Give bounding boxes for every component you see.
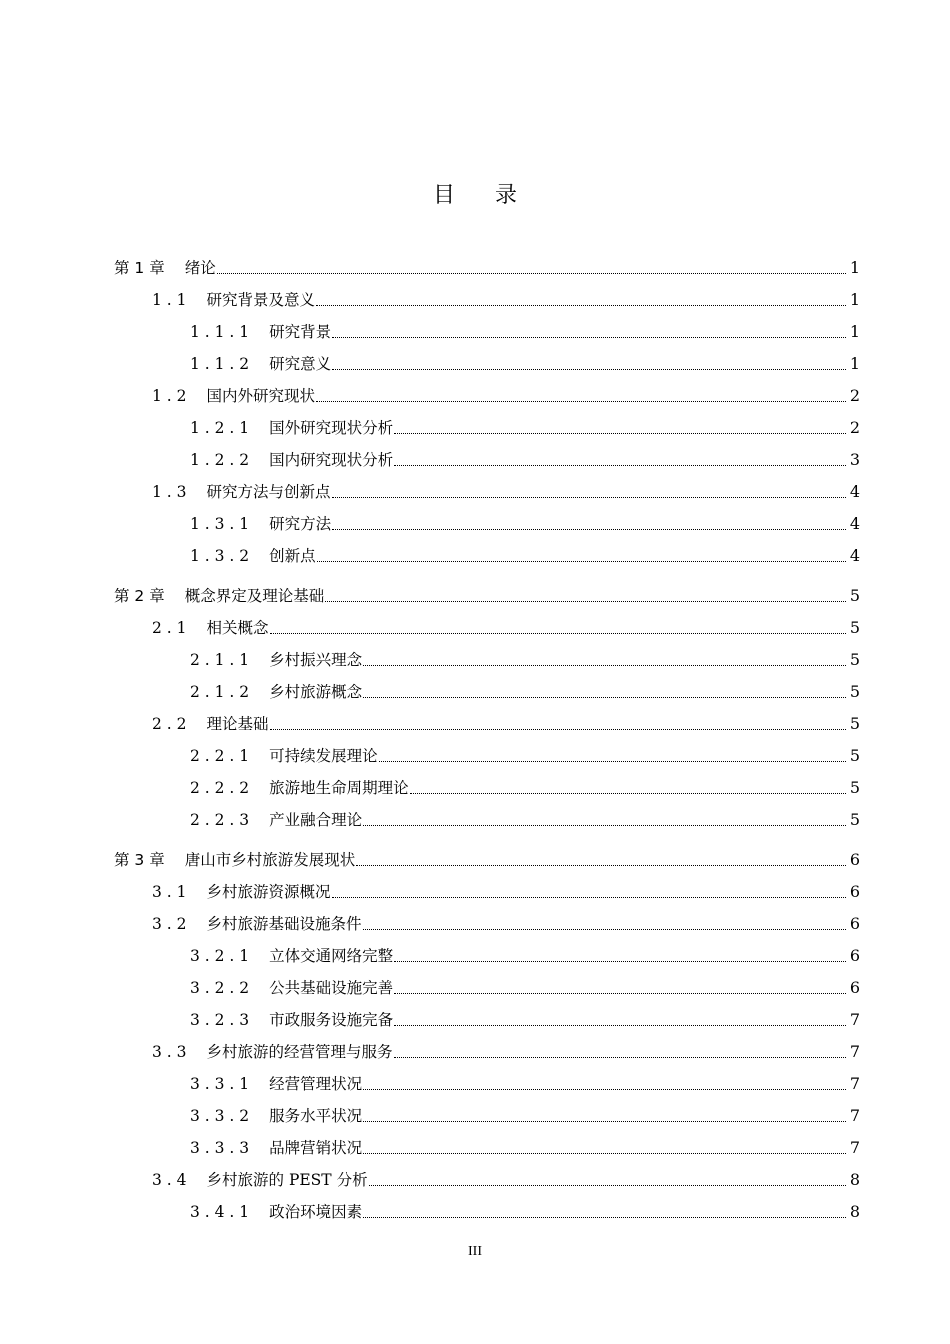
toc-entry-label <box>190 450 393 470</box>
dot-leader <box>332 509 846 530</box>
toc-entry[interactable] <box>0 998 950 1030</box>
toc-entry[interactable] <box>0 766 950 798</box>
toc-entry-label <box>190 682 362 702</box>
dot-leader <box>363 1101 846 1122</box>
toc-entry-label <box>190 650 362 670</box>
toc-entry[interactable] <box>0 1030 950 1062</box>
toc-entry-label <box>114 850 355 870</box>
dot-leader <box>363 1069 846 1090</box>
toc-entry-number: 1 . 2 . 1 <box>190 419 250 437</box>
toc-entry-page: 6 <box>849 850 860 869</box>
toc-entry-text: 研究背景及意义 <box>206 291 316 309</box>
toc-entry-number: 3 . 4 . 1 <box>190 1203 250 1221</box>
page-number: III <box>468 1244 482 1259</box>
toc-entry-number: 3 . 2 . 3 <box>190 1011 250 1029</box>
toc-entry-number: 第 1 章 <box>114 259 165 277</box>
toc-entry[interactable] <box>0 1126 950 1158</box>
dot-leader <box>394 1005 846 1026</box>
toc-entry-page: 4 <box>849 546 860 565</box>
toc-entry-number: 3 . 2 <box>152 915 187 933</box>
toc-entry-number: 2 . 2 . 1 <box>190 747 250 765</box>
toc-entry-text: 立体交通网络完整 <box>269 947 394 965</box>
toc-entry-number: 1 . 1 <box>152 291 187 309</box>
toc-entry-text: 服务水平状况 <box>269 1107 363 1125</box>
toc-entry-text: 创新点 <box>269 547 316 565</box>
toc-entry-number: 2 . 1 <box>152 619 187 637</box>
toc-entry-number: 3 . 1 <box>152 883 187 901</box>
toc-entry-label <box>190 1010 393 1030</box>
toc-entry-text: 乡村旅游概念 <box>269 683 363 701</box>
toc-entry-number: 3 . 4 <box>152 1171 187 1189</box>
toc-entry-number: 第 2 章 <box>114 587 165 605</box>
dot-leader <box>369 1165 846 1186</box>
dot-leader <box>325 581 846 602</box>
toc-entry-page: 2 <box>849 418 860 437</box>
toc-entry-label <box>190 418 393 438</box>
toc-entry-label <box>114 258 216 278</box>
toc-entry-page: 8 <box>849 1202 860 1221</box>
toc-entry[interactable] <box>0 502 950 534</box>
toc-entry-page: 5 <box>849 714 860 733</box>
dot-leader <box>270 709 846 730</box>
toc-entry-text: 旅游地生命周期理论 <box>269 779 409 797</box>
toc-entry-number: 1 . 1 . 2 <box>190 355 250 373</box>
toc-entry-page: 7 <box>849 1106 860 1125</box>
toc-entry[interactable] <box>0 438 950 470</box>
toc-entry-page: 5 <box>849 650 860 669</box>
toc-entry-text: 品牌营销状况 <box>269 1139 363 1157</box>
toc-entry-number: 1 . 3 . 2 <box>190 547 250 565</box>
dot-leader <box>394 973 846 994</box>
dot-leader <box>410 773 846 794</box>
toc-entry-text: 乡村旅游基础设施条件 <box>206 915 362 933</box>
dot-leader <box>379 741 846 762</box>
toc-entry[interactable] <box>0 670 950 702</box>
toc-entry-label <box>190 1202 362 1222</box>
dot-leader <box>332 349 846 370</box>
dot-leader <box>332 317 846 338</box>
toc-entry-text: 研究意义 <box>269 355 332 373</box>
toc-entry[interactable] <box>0 374 950 406</box>
dot-leader <box>217 253 846 274</box>
toc-entry-label <box>190 1074 362 1094</box>
toc-entry-label <box>190 978 393 998</box>
dot-leader <box>270 613 846 634</box>
toc-entry-page: 5 <box>849 778 860 797</box>
toc-entry[interactable] <box>0 534 950 566</box>
toc-entry-number: 1 . 3 . 1 <box>190 515 250 533</box>
toc-entry-number: 2 . 1 . 2 <box>190 683 250 701</box>
toc-entry-number: 3 . 3 . 3 <box>190 1139 250 1157</box>
dot-leader <box>363 805 846 826</box>
toc-entry-number: 1 . 2 <box>152 387 187 405</box>
dot-leader <box>316 285 846 306</box>
toc-entry-text: 唐山市乡村旅游发展现状 <box>184 851 356 869</box>
toc-entry-text: 研究背景 <box>269 323 332 341</box>
toc-entry-text: 乡村振兴理念 <box>269 651 363 669</box>
dot-leader <box>363 1133 846 1154</box>
toc-entry[interactable] <box>0 870 950 902</box>
dot-leader <box>316 381 846 402</box>
toc-entry-label <box>152 914 362 934</box>
toc-entry-number: 3 . 3 <box>152 1043 187 1061</box>
toc-entry-number: 2 . 1 . 1 <box>190 651 250 669</box>
toc-entry-page: 2 <box>849 386 860 405</box>
toc-entry-page: 6 <box>849 978 860 997</box>
toc-entry-label <box>190 746 378 766</box>
toc-entry-text: 市政服务设施完备 <box>269 1011 394 1029</box>
toc-entry-label <box>190 546 316 566</box>
toc-entry-label <box>190 810 362 830</box>
toc-entry-text: 国内外研究现状 <box>206 387 316 405</box>
toc-entry-page: 5 <box>849 586 860 605</box>
page-title: 目录 <box>432 183 557 208</box>
toc-entry-text: 研究方法与创新点 <box>206 483 331 501</box>
toc-entry-page: 5 <box>849 746 860 765</box>
toc-entry-page: 6 <box>849 946 860 965</box>
toc-entry-text: 研究方法 <box>269 515 332 533</box>
toc-entry-number: 2 . 2 <box>152 715 187 733</box>
dot-leader <box>394 445 846 466</box>
toc-entry[interactable] <box>0 606 950 638</box>
toc-entry-page: 4 <box>849 514 860 533</box>
dot-leader <box>363 1197 846 1218</box>
toc-entry-number: 1 . 3 <box>152 483 187 501</box>
dot-leader <box>317 541 846 562</box>
toc-entry-page: 7 <box>849 1074 860 1093</box>
toc-entry-page: 1 <box>849 354 860 373</box>
toc-entry-page: 5 <box>849 810 860 829</box>
toc-entry[interactable] <box>0 838 950 870</box>
toc-entry[interactable] <box>0 342 950 374</box>
dot-leader <box>394 413 846 434</box>
toc-entry-number: 2 . 2 . 2 <box>190 779 250 797</box>
toc-entry-number: 3 . 2 . 1 <box>190 947 250 965</box>
toc-entry-number: 3 . 3 . 1 <box>190 1075 250 1093</box>
toc-entry[interactable] <box>0 470 950 502</box>
toc-entry-label <box>152 882 331 902</box>
toc-entry[interactable] <box>0 406 950 438</box>
toc-entry-label <box>152 386 315 406</box>
toc-entry-label <box>190 354 331 374</box>
dot-leader <box>332 877 846 898</box>
toc-entry-page: 5 <box>849 618 860 637</box>
toc-entry[interactable] <box>0 574 950 606</box>
toc-entry-label <box>190 1106 362 1126</box>
toc-entry-text: 国外研究现状分析 <box>269 419 394 437</box>
toc-entry-number: 3 . 3 . 2 <box>190 1107 250 1125</box>
toc-entry-label <box>152 618 269 638</box>
toc-entry-text: 理论基础 <box>206 715 269 733</box>
toc-entry[interactable] <box>0 310 950 342</box>
toc-entry-text: 相关概念 <box>206 619 269 637</box>
toc-entry-page: 3 <box>849 450 860 469</box>
toc-entry-label <box>190 946 393 966</box>
dot-leader <box>332 477 846 498</box>
toc-entry[interactable] <box>0 902 950 934</box>
toc-entry-label <box>190 514 331 534</box>
toc-entry-label <box>152 714 269 734</box>
toc-entry-text: 政治环境因素 <box>269 1203 363 1221</box>
toc-entry-text: 产业融合理论 <box>269 811 363 829</box>
toc-entry[interactable] <box>0 278 950 310</box>
toc-entry-page: 7 <box>849 1042 860 1061</box>
toc-entry-page: 1 <box>849 258 860 277</box>
toc-entry-text: 概念界定及理论基础 <box>184 587 325 605</box>
dot-leader <box>363 645 846 666</box>
toc-entry-text: 绪论 <box>184 259 216 277</box>
dot-leader <box>363 909 846 930</box>
toc-entry-label <box>190 1138 362 1158</box>
toc-entry-number: 1 . 2 . 2 <box>190 451 250 469</box>
toc-entry[interactable] <box>0 1094 950 1126</box>
toc-entry-page: 4 <box>849 482 860 501</box>
toc-entry-label <box>190 778 409 798</box>
toc-entry-number: 第 3 章 <box>114 851 165 869</box>
toc-entry-text: 乡村旅游的 PEST 分析 <box>206 1171 368 1189</box>
toc-entry-label <box>152 482 331 502</box>
toc-entry[interactable] <box>0 934 950 966</box>
toc-entry-text: 可持续发展理论 <box>269 747 378 765</box>
toc-entry-label <box>190 322 331 342</box>
toc-entry[interactable] <box>0 246 950 278</box>
dot-leader <box>394 941 846 962</box>
toc-entry-label <box>152 290 315 310</box>
toc-entry[interactable] <box>0 638 950 670</box>
toc-entry[interactable] <box>0 1062 950 1094</box>
dot-leader <box>356 845 846 866</box>
toc-entry-page: 7 <box>849 1010 860 1029</box>
toc-entry-text: 国内研究现状分析 <box>269 451 394 469</box>
toc-entry[interactable] <box>0 1190 950 1222</box>
toc-entry-number: 3 . 2 . 2 <box>190 979 250 997</box>
dot-leader <box>363 677 846 698</box>
toc-entry-text: 经营管理状况 <box>269 1075 363 1093</box>
toc-entry-page: 6 <box>849 882 860 901</box>
toc-entry[interactable] <box>0 702 950 734</box>
toc-entry[interactable] <box>0 798 950 830</box>
toc-entry-text: 乡村旅游资源概况 <box>206 883 331 901</box>
toc-entry-number: 1 . 1 . 1 <box>190 323 250 341</box>
toc-entry-text: 乡村旅游的经营管理与服务 <box>206 1043 393 1061</box>
toc-entry-page: 7 <box>849 1138 860 1157</box>
toc-entry[interactable] <box>0 734 950 766</box>
toc-entry-text: 公共基础设施完善 <box>269 979 394 997</box>
toc-entry-page: 1 <box>849 290 860 309</box>
toc-entry-page: 5 <box>849 682 860 701</box>
toc-entry-label <box>152 1170 368 1190</box>
toc-entry-label <box>152 1042 393 1062</box>
toc-entry-label <box>114 586 324 606</box>
toc-entry[interactable] <box>0 966 950 998</box>
dot-leader <box>394 1037 846 1058</box>
toc-entry-page: 1 <box>849 322 860 341</box>
toc-entry-page: 8 <box>849 1170 860 1189</box>
toc-entry[interactable] <box>0 1158 950 1190</box>
toc-entry-number: 2 . 2 . 3 <box>190 811 250 829</box>
toc-entry-page: 6 <box>849 914 860 933</box>
